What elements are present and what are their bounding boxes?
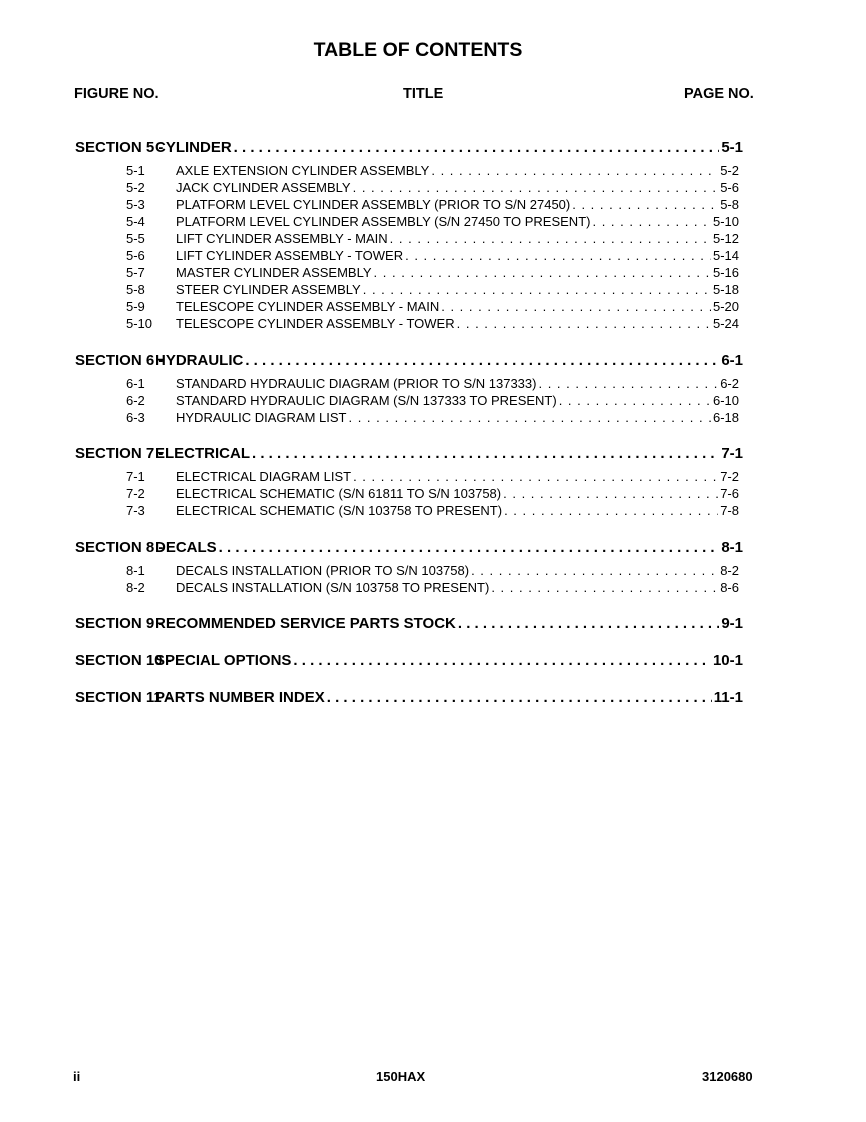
toc-entry-6-3[interactable] — [126, 410, 739, 425]
dot-leader — [234, 139, 720, 156]
dot-leader — [471, 563, 718, 578]
footer-model: 150HAX — [376, 1069, 426, 1084]
toc-section-5[interactable] — [75, 139, 743, 156]
toc-entry-7-3[interactable] — [126, 503, 739, 518]
toc-entry-5-6[interactable] — [126, 248, 739, 263]
section-page: 5-1 — [721, 139, 743, 156]
dot-leader — [353, 469, 718, 484]
toc-entry-8-2[interactable] — [126, 580, 739, 595]
dot-leader — [592, 214, 711, 229]
entry-page: 5-16 — [712, 265, 739, 280]
figure-number: 5-6 — [126, 248, 145, 263]
figure-number: 5-9 — [126, 299, 145, 314]
toc-entry-5-2[interactable] — [126, 180, 739, 195]
figure-number: 6-2 — [126, 393, 145, 408]
footer-manual-number: 3120680 — [702, 1069, 753, 1084]
dot-leader — [491, 580, 718, 595]
footer-page-number: ii — [73, 1069, 81, 1084]
toc-section-6[interactable] — [75, 352, 743, 369]
toc-entry-5-10[interactable] — [126, 316, 739, 331]
figure-number: 5-3 — [126, 197, 145, 212]
entry-page: 5-12 — [712, 231, 739, 246]
entry-page: 8-6 — [720, 580, 739, 595]
entry-title: STANDARD HYDRAULIC DIAGRAM (PRIOR TO S/N 137333) — [176, 376, 537, 391]
section-label: SECTION 7 - — [75, 445, 164, 462]
entry-page: 5-2 — [720, 163, 739, 178]
entry-title: JACK CYLINDER ASSEMBLY — [176, 180, 351, 195]
entry-title: ELECTRICAL SCHEMATIC (S/N 61811 TO S/N 103758) — [176, 486, 502, 501]
figure-number: 5-4 — [126, 214, 145, 229]
section-title: DECALS — [155, 539, 217, 556]
section-page: 6-1 — [721, 352, 743, 369]
page-title: TABLE OF CONTENTS — [313, 39, 523, 61]
section-page: 7-1 — [721, 445, 743, 462]
figure-number: 7-3 — [126, 503, 145, 518]
entry-title: DECALS INSTALLATION (S/N 103758 TO PRESENT) — [176, 580, 490, 595]
dot-leader — [219, 539, 720, 556]
toc-section-10[interactable] — [75, 652, 743, 669]
toc-section-8[interactable] — [75, 539, 743, 556]
title-header: TITLE — [403, 86, 444, 102]
toc-entry-5-1[interactable] — [126, 163, 739, 178]
toc-entry-6-1[interactable] — [126, 376, 739, 391]
section-label: SECTION 9 - — [75, 615, 164, 632]
section-label: SECTION 5 - — [75, 139, 164, 156]
figure-number: 5-7 — [126, 265, 145, 280]
dot-leader — [405, 248, 711, 263]
figure-number: 6-1 — [126, 376, 145, 391]
figure-number: 6-3 — [126, 410, 145, 425]
dot-leader — [245, 352, 719, 369]
figure-number: 5-2 — [126, 180, 145, 195]
toc-section-11[interactable] — [75, 689, 743, 706]
dot-leader — [504, 503, 718, 518]
toc-entry-6-2[interactable] — [126, 393, 739, 408]
section-title: ELECTRICAL — [155, 445, 250, 462]
toc-section-9[interactable] — [75, 615, 743, 632]
entry-page: 8-2 — [720, 563, 739, 578]
dot-leader — [431, 163, 718, 178]
entry-page: 5-8 — [720, 197, 739, 212]
entry-title: HYDRAULIC DIAGRAM LIST — [176, 410, 347, 425]
figure-number: 5-1 — [126, 163, 145, 178]
section-title: HYDRAULIC — [155, 352, 244, 369]
dot-leader — [353, 180, 719, 195]
entry-page: 6-2 — [720, 376, 739, 391]
figure-no-header: FIGURE NO. — [74, 86, 159, 102]
entry-page: 6-18 — [712, 410, 739, 425]
section-label: SECTION 6 - — [75, 352, 164, 369]
entry-page: 5-6 — [720, 180, 739, 195]
entry-title: STANDARD HYDRAULIC DIAGRAM (S/N 137333 TO PRESENT) — [176, 393, 557, 408]
dot-leader — [348, 410, 710, 425]
dot-leader — [390, 231, 711, 246]
section-title: CYLINDER — [155, 139, 232, 156]
entry-page: 5-10 — [712, 214, 739, 229]
figure-number: 5-8 — [126, 282, 145, 297]
dot-leader — [363, 282, 711, 297]
entry-page: 6-10 — [712, 393, 739, 408]
section-title: SPECIAL OPTIONS — [155, 652, 292, 669]
toc-entry-5-3[interactable] — [126, 197, 739, 212]
section-page: 8-1 — [721, 539, 743, 556]
toc-entry-5-7[interactable] — [126, 265, 739, 280]
entry-title: PLATFORM LEVEL CYLINDER ASSEMBLY (PRIOR TO S/N 27450) — [176, 197, 571, 212]
entry-page: 7-8 — [720, 503, 739, 518]
section-label: SECTION 10 - — [75, 652, 172, 669]
figure-number: 7-1 — [126, 469, 145, 484]
entry-title: ELECTRICAL SCHEMATIC (S/N 103758 TO PRESENT) — [176, 503, 503, 518]
dot-leader — [252, 445, 719, 462]
entry-title: TELESCOPE CYLINDER ASSEMBLY - TOWER — [176, 316, 455, 331]
dot-leader — [441, 299, 711, 314]
toc-entry-5-8[interactable] — [126, 282, 739, 297]
entry-page: 7-2 — [720, 469, 739, 484]
dot-leader — [559, 393, 711, 408]
entry-title: LIFT CYLINDER ASSEMBLY - MAIN — [176, 231, 388, 246]
figure-number: 7-2 — [126, 486, 145, 501]
entry-title: MASTER CYLINDER ASSEMBLY — [176, 265, 372, 280]
figure-number: 8-2 — [126, 580, 145, 595]
toc-entry-8-1[interactable] — [126, 563, 739, 578]
entry-title: LIFT CYLINDER ASSEMBLY - TOWER — [176, 248, 404, 263]
dot-leader — [503, 486, 718, 501]
dot-leader — [457, 316, 711, 331]
dot-leader — [327, 689, 712, 706]
figure-number: 8-1 — [126, 563, 145, 578]
entry-title: STEER CYLINDER ASSEMBLY — [176, 282, 361, 297]
entry-page: 7-6 — [720, 486, 739, 501]
toc-entry-7-1[interactable] — [126, 469, 739, 484]
entry-title: PLATFORM LEVEL CYLINDER ASSEMBLY (S/N 27450 TO PRESENT) — [176, 214, 591, 229]
toc-section-7[interactable] — [75, 445, 743, 462]
toc-entry-5-4[interactable] — [126, 214, 739, 229]
section-label: SECTION 11 - — [75, 689, 171, 706]
dot-leader — [458, 615, 719, 632]
section-page: 11-1 — [713, 689, 743, 706]
dot-leader — [572, 197, 718, 212]
toc-entry-5-5[interactable] — [126, 231, 739, 246]
entry-page: 5-20 — [712, 299, 739, 314]
section-page: 9-1 — [721, 615, 743, 632]
entry-page: 5-24 — [712, 316, 739, 331]
entry-title: ELECTRICAL DIAGRAM LIST — [176, 469, 352, 484]
entry-page: 5-14 — [712, 248, 739, 263]
dot-leader — [293, 652, 711, 669]
entry-title: DECALS INSTALLATION (PRIOR TO S/N 103758) — [176, 563, 470, 578]
entry-title: AXLE EXTENSION CYLINDER ASSEMBLY — [176, 163, 430, 178]
section-label: SECTION 8 - — [75, 539, 164, 556]
toc-entry-5-9[interactable] — [126, 299, 739, 314]
toc-entry-7-2[interactable] — [126, 486, 739, 501]
page-no-header: PAGE NO. — [684, 86, 754, 102]
figure-number: 5-5 — [126, 231, 145, 246]
dot-leader — [374, 265, 711, 280]
section-title: PARTS NUMBER INDEX — [155, 689, 325, 706]
figure-number: 5-10 — [126, 316, 153, 331]
dot-leader — [538, 376, 718, 391]
entry-title: TELESCOPE CYLINDER ASSEMBLY - MAIN — [176, 299, 440, 314]
entry-page: 5-18 — [712, 282, 739, 297]
section-page: 10-1 — [712, 652, 743, 669]
section-title: RECOMMENDED SERVICE PARTS STOCK — [155, 615, 456, 632]
